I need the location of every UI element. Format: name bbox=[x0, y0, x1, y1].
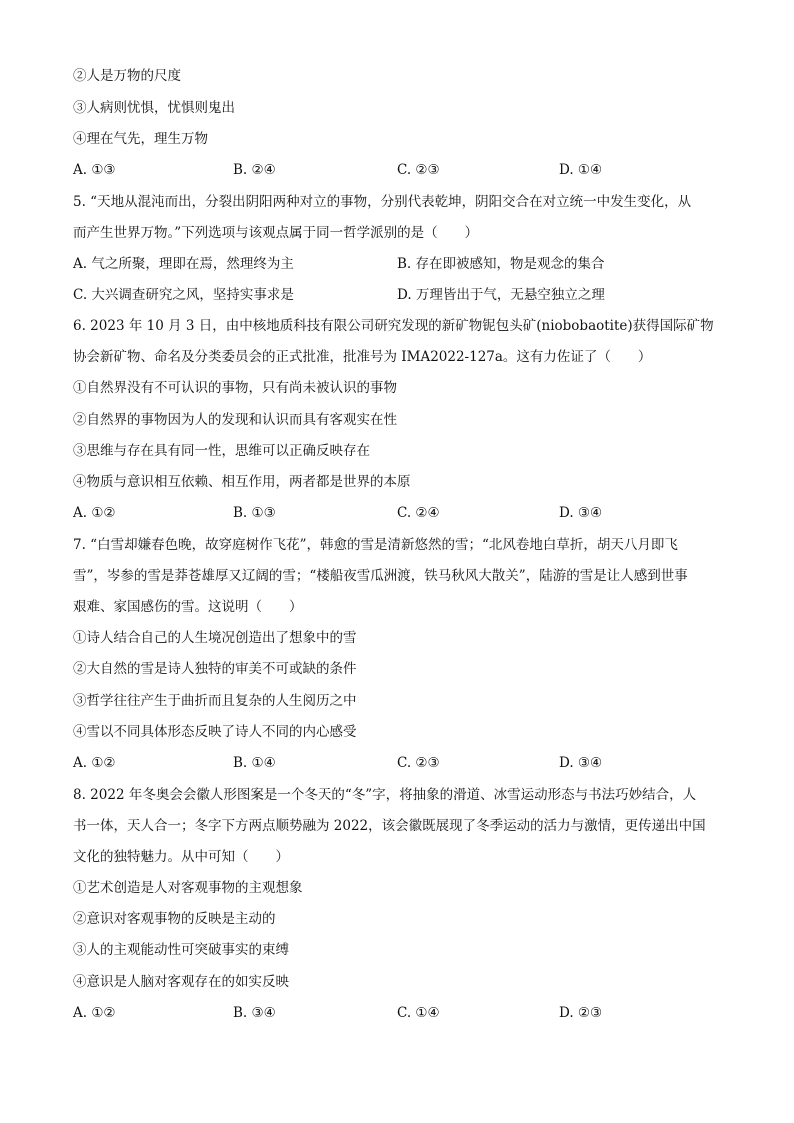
q7-option-b[interactable]: B. ①④ bbox=[233, 755, 276, 771]
q6-option-d[interactable]: D. ③④ bbox=[559, 505, 603, 521]
q5-option-d[interactable]: D. 万理皆出于气，无悬空独立之理 bbox=[397, 287, 605, 303]
q7-options bbox=[73, 754, 733, 772]
q7-stem-line-1: 7. “白雪却嫌春色晚，故穿庭树作飞花”，韩愈的雪是清新悠然的雪；“北风卷地白草折，胡天八月即飞 bbox=[73, 537, 678, 553]
q8-option-c[interactable]: C. ①④ bbox=[397, 1005, 440, 1021]
q8-options bbox=[73, 1004, 733, 1022]
q5-options-row-2 bbox=[73, 286, 733, 304]
q4-option-d[interactable]: D. ①④ bbox=[559, 162, 603, 178]
q5-option-c[interactable]: C. 大兴调查研究之风，坚持实事求是 bbox=[73, 287, 294, 303]
q4-option-a[interactable]: A. ①③ bbox=[73, 162, 116, 178]
q6-item-3: ③思维与存在具有同一性，思维可以正确反映存在 bbox=[73, 443, 370, 459]
q7-option-a[interactable]: A. ①② bbox=[73, 755, 116, 771]
q7-item-3: ③哲学往往产生于曲折而且复杂的人生阅历之中 bbox=[73, 693, 357, 709]
q8-stem-line-1: 8. 2022 年冬奥会会徽人形图案是一个冬天的“冬”字，将抽象的滑道、冰雪运动形态与书法巧妙结合，人 bbox=[73, 787, 697, 803]
q5-stem-line-1: 5. “天地从混沌而出，分裂出阴阳两种对立的事物，分别代表乾坤，阴阳交合在对立统一中发生变化，从 bbox=[73, 194, 692, 210]
item-2: ②人是万物的尺度 bbox=[73, 68, 181, 84]
item-3: ③人病则忧惧，忧惧则鬼出 bbox=[73, 100, 235, 116]
q8-item-1: ①艺术创造是人对客观事物的主观想象 bbox=[73, 880, 303, 896]
q8-option-b[interactable]: B. ③④ bbox=[233, 1005, 276, 1021]
q5-option-b[interactable]: B. 存在即被感知，物是观念的集合 bbox=[397, 256, 605, 272]
q5-stem-line-2: 而产生世界万物。”下列选项与该观点属于同一哲学派别的是（ ） bbox=[73, 225, 479, 241]
q6-options bbox=[73, 504, 733, 522]
q8-option-a[interactable]: A. ①② bbox=[73, 1005, 116, 1021]
q6-stem-line-2: 协会新矿物、命名及分类委员会的正式批准，批准号为 IMA2022-127a。这有力佐证了（ ） bbox=[73, 349, 652, 365]
q4-option-b[interactable]: B. ②④ bbox=[233, 162, 276, 178]
q8-item-4: ④意识是人脑对客观存在的如实反映 bbox=[73, 974, 289, 990]
q6-item-4: ④物质与意识相互依赖、相互作用，两者都是世界的本原 bbox=[73, 474, 411, 490]
q4-option-c[interactable]: C. ②③ bbox=[397, 162, 440, 178]
q7-item-1: ①诗人结合自己的人生境况创造出了想象中的雪 bbox=[73, 630, 357, 646]
q8-option-d[interactable]: D. ②③ bbox=[559, 1005, 603, 1021]
q6-option-a[interactable]: A. ①② bbox=[73, 505, 116, 521]
q7-stem-line-2: 雪”，岑参的雪是莽苍雄厚又辽阔的雪；“楼船夜雪瓜洲渡，铁马秋风大散关”，陆游的雪是让人感到世事 bbox=[73, 568, 688, 584]
q6-item-1: ①自然界没有不可认识的事物，只有尚未被认识的事物 bbox=[73, 380, 397, 396]
q7-option-c[interactable]: C. ②③ bbox=[397, 755, 440, 771]
q5-option-a[interactable]: A. 气之所聚，理即在焉，然理终为主 bbox=[73, 256, 294, 272]
q6-option-b[interactable]: B. ①③ bbox=[233, 505, 276, 521]
q7-item-2: ②大自然的雪是诗人独特的审美不可或缺的条件 bbox=[73, 661, 357, 677]
q7-stem-line-3: 艰难、家国感伤的雪。这说明（ ） bbox=[73, 599, 303, 615]
q6-stem-line-1: 6. 2023 年 10 月 3 日，由中核地质科技有限公司研究发现的新矿物铌包头矿(niobobaotite)获得国际矿物 bbox=[73, 318, 714, 334]
q8-stem-line-2: 书一体，天人合一；冬字下方两点顺势融为 2022，该会徽既展现了冬季运动的活力与激情，更传递出中国 bbox=[73, 818, 706, 834]
q4-options bbox=[73, 161, 733, 179]
q6-option-c[interactable]: C. ②④ bbox=[397, 505, 440, 521]
q6-item-2: ②自然界的事物因为人的发现和认识而具有客观实在性 bbox=[73, 412, 397, 428]
q7-option-d[interactable]: D. ③④ bbox=[559, 755, 603, 771]
q7-item-4: ④雪以不同具体形态反映了诗人不同的内心感受 bbox=[73, 724, 357, 740]
item-4: ④理在气先，理生万物 bbox=[73, 131, 208, 147]
q8-item-2: ②意识对客观事物的反映是主动的 bbox=[73, 911, 276, 927]
q8-item-3: ③人的主观能动性可突破事实的束缚 bbox=[73, 942, 289, 958]
q8-stem-line-3: 文化的独特魅力。从中可知（ ） bbox=[73, 849, 289, 865]
q5-options-row-1 bbox=[73, 255, 733, 273]
